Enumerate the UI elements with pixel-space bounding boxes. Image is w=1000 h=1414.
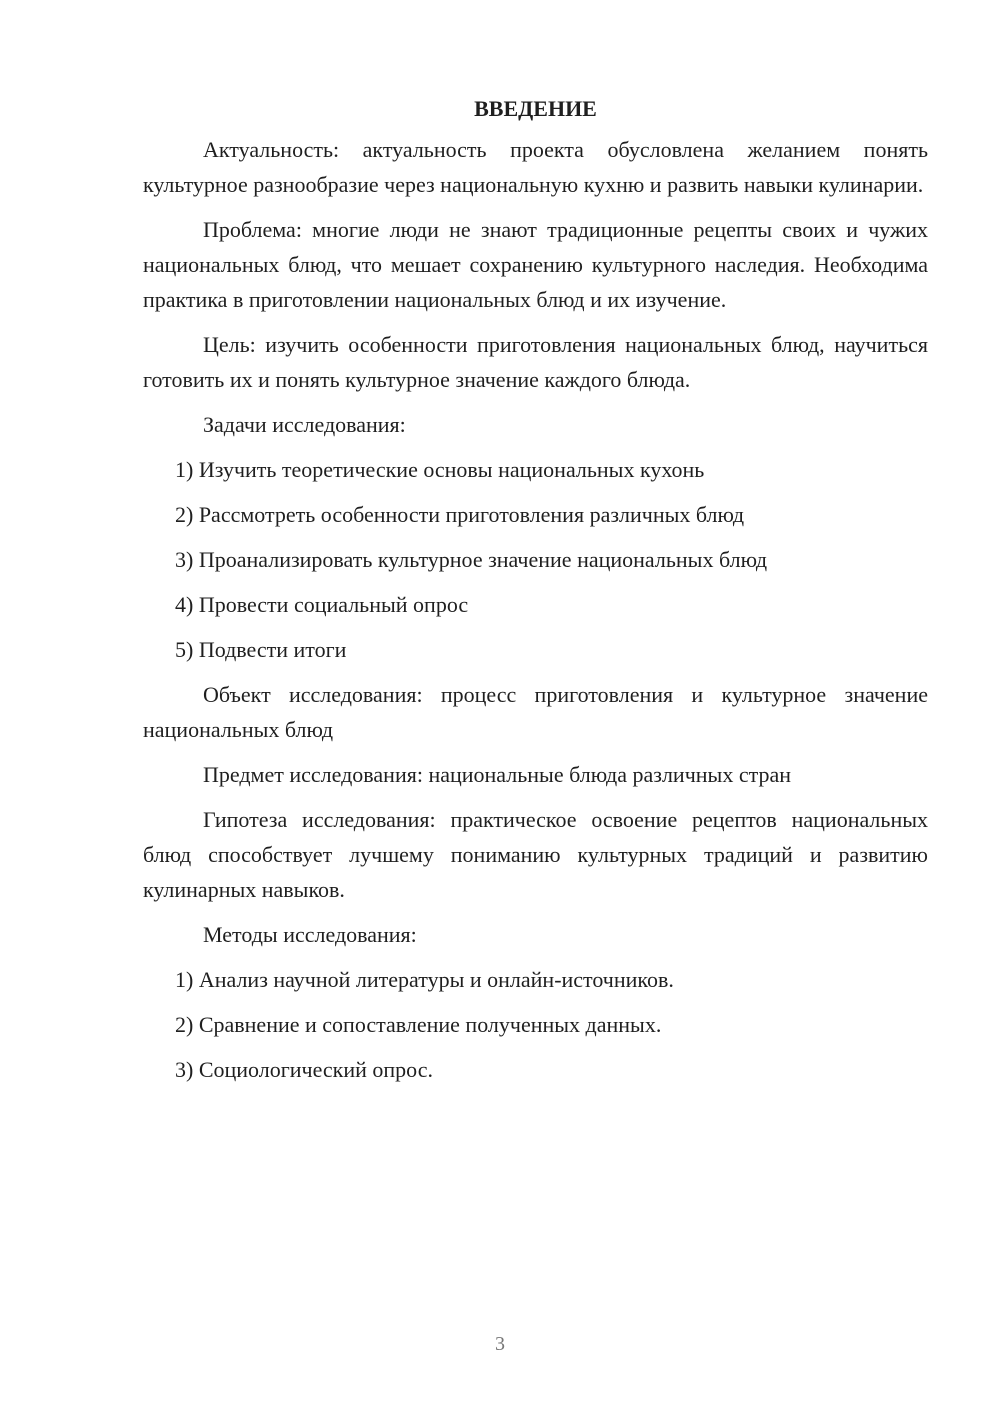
tasks-list — [143, 452, 928, 667]
section-title: ВВЕДЕНИЕ — [474, 96, 597, 121]
subject-paragraph: Предмет исследования: национальные блюда различных стран — [203, 762, 792, 787]
tasks-heading: Задачи исследования: — [203, 412, 406, 437]
list-item: 3) Проанализировать культурное значение национальных блюд — [175, 547, 768, 572]
list-item: 4) Провести социальный опрос — [175, 592, 469, 617]
goal-paragraph: Цель: изучить особенности приготовления национальных блюд, научиться готовить их и понять культурное значение каждого блюда. — [143, 332, 928, 392]
relevance-paragraph: Актуальность: актуальность проекта обусловлена желанием понять культурное разнообразие через национальную кухню и развить навыки кулинарии. — [143, 137, 928, 197]
problem-paragraph: Проблема: многие люди не знают традиционные рецепты своих и чужих национальных блюд, что мешает сохранению культурного наследия. Необходима практика в приготовлении национальных блюд и их изучение. — [143, 217, 928, 312]
methods-heading: Методы исследования: — [203, 922, 417, 947]
list-item: 2) Рассмотреть особенности приготовления различных блюд — [175, 502, 745, 527]
list-item: 3) Социологический опрос. — [175, 1057, 433, 1082]
list-item: 1) Изучить теоретические основы национальных кухонь — [175, 457, 705, 482]
document-page — [143, 92, 928, 1097]
page-number: 3 — [495, 1333, 505, 1355]
list-item: 5) Подвести итоги — [175, 637, 347, 662]
list-item: 1) Анализ научной литературы и онлайн-источников. — [175, 967, 674, 992]
hypothesis-paragraph: Гипотеза исследования: практическое освоение рецептов национальных блюд способствует лучшему пониманию культурных традиций и развитию кулинарных навыков. — [143, 807, 928, 902]
object-paragraph: Объект исследования: процесс приготовления и культурное значение национальных блюд — [143, 682, 928, 742]
methods-list — [143, 962, 928, 1087]
list-item: 2) Сравнение и сопоставление полученных данных. — [175, 1012, 662, 1037]
